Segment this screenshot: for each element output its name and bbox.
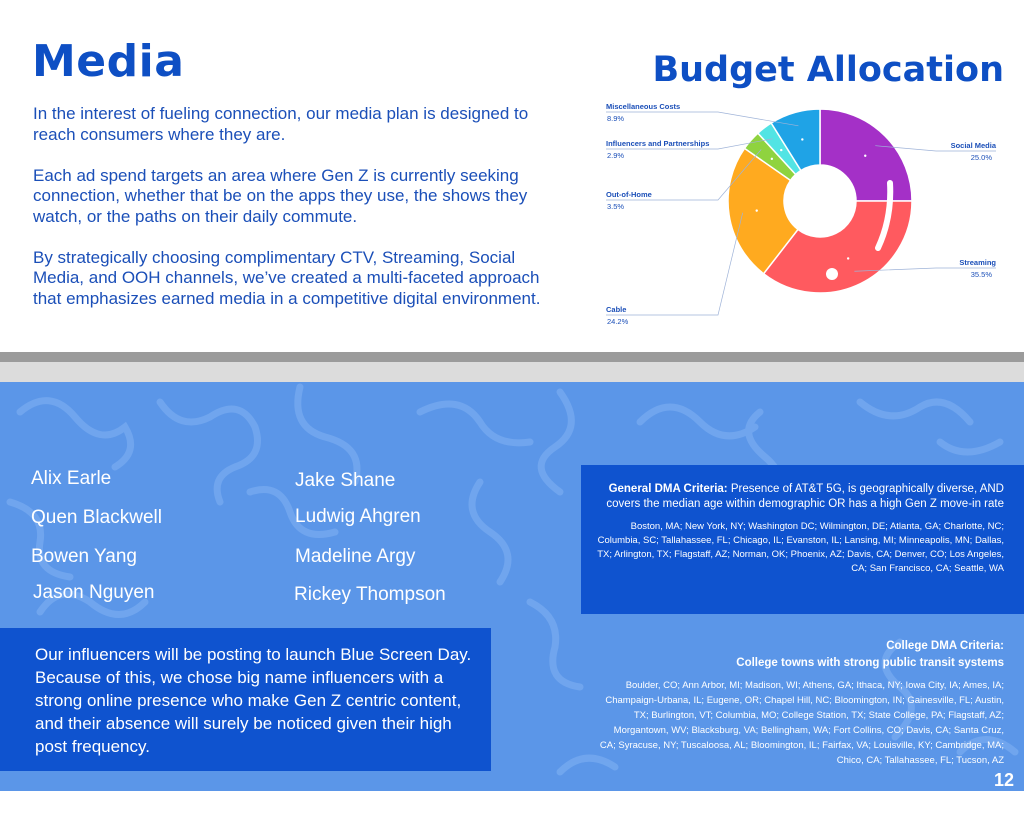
- college-dma-list: Boulder, CO; Ann Arbor, MI; Madison, WI; Athens, GA; Ithaca, NY; Iowa City, IA; Ames, IA; Champaign-Urbana, IL; Eugene, OR; Chapel Hill, NC; Bloomington, IN; Gainesville, FL; Austin, TX; Burlington, VT; Columbia, MO; College Station, TX; State College, PA; Flagstaff, AZ; Morgantown, WV; Blacksburg, VA; Bellingham, WA; Fort Collins, CO; Davis, CA; Santa Cruz, CA; Syracuse, NY; Tuscaloosa, AL; Bloomington, IL; Fairfax, VA; Louisville, KY; Cambridge, MA; Chico, CA; Tallahassee, FL; Tucson, AZ: [599, 680, 1004, 766]
- budget-title: Budget Allocation: [652, 50, 1004, 90]
- chart-slice-label: Social Media: [950, 141, 996, 150]
- chart-leader-line: [606, 213, 743, 315]
- chart-value-label: 35.5%: [970, 270, 992, 279]
- chart-slice-label: Influencers and Partnerships: [606, 139, 710, 148]
- media-title: Media: [32, 36, 185, 87]
- slice-marker-dot: [864, 155, 866, 157]
- chart-slice-label: Miscellaneous Costs: [606, 102, 681, 111]
- slice-marker-dot: [771, 158, 773, 160]
- influencer-name: Jason Nguyen: [33, 582, 155, 603]
- college-dma-label: College DMA Criteria:: [886, 640, 1004, 652]
- media-intro: [33, 104, 553, 330]
- general-dma-list: Boston, MA; New York, NY; Washington DC; Wilmington, DE; Atlanta, GA; Charlotte, NC; Columbia, SC; Tallahassee, FL; Chicago, IL; Evanston, IL; Lansing, MI; Minneapolis, MN; Dallas, TX; Arlington, TX; Flagstaff, AZ; Norman, OK; Phoenix, AZ; Davis, CA; Denver, CO; Los Angeles, CA; San Francisco, CA; Seattle, WA: [597, 521, 1004, 574]
- intro-paragraph: By strategically choosing complimentary CTV, Streaming, Social Media, and OOH channels, we’ve created a multi-faceted approach that emphasizes earned media in a competitive digital environment.: [33, 247, 541, 308]
- slice-marker-dot: [756, 209, 758, 211]
- influencer-name: Rickey Thompson: [294, 584, 446, 605]
- general-dma-text: Presence of AT&T 5G, is geographically diverse, AND covers the median age within demographic OR has a high Gen Z move-in rate: [606, 483, 1004, 510]
- college-dma-box: [581, 628, 1024, 771]
- page-number: 12: [993, 770, 1014, 790]
- budget-donut-chart: [600, 98, 1010, 332]
- slice-marker-dot: [780, 149, 782, 151]
- chart-value-label: 3.5%: [607, 202, 625, 211]
- influencers-description-box: [0, 628, 491, 771]
- chart-slice-label: Cable: [606, 305, 627, 314]
- influencers-title: Influencers: [30, 790, 238, 829]
- chart-value-label: 25.0%: [970, 153, 992, 162]
- locations-title: Locations: [813, 787, 992, 826]
- chart-value-label: 2.9%: [607, 151, 625, 160]
- general-dma-box: [581, 465, 1024, 614]
- chart-value-label: 24.2%: [607, 317, 629, 326]
- general-dma-criteria: [595, 482, 1004, 512]
- section-divider: [0, 352, 1024, 362]
- influencer-name: Jake Shane: [295, 470, 396, 491]
- chart-slice-label: Streaming: [959, 258, 996, 267]
- media-section: [0, 0, 1024, 352]
- chart-highlight-dot: [826, 268, 838, 280]
- college-dma-criteria: College towns with strong public transit systems: [736, 657, 1004, 669]
- influencer-name: Quen Blackwell: [31, 507, 162, 528]
- intro-paragraph: Each ad spend targets an area where Gen Z is currently seeking connection, whether that be on the apps they use, the shows they watch, or the paths on their daily commute.: [33, 165, 528, 226]
- donut-chart-svg: [600, 98, 1010, 332]
- influencers-description: Our influencers will be posting to launch Blue Screen Day. Because of this, we chose big name influencers with a strong online presence who make Gen Z centric content, and their absence will surely be noticed given their high post frequency.: [35, 645, 472, 756]
- influencer-name: Ludwig Ahgren: [295, 506, 421, 527]
- chart-slice-label: Out-of-Home: [606, 190, 652, 199]
- slice-marker-dot: [801, 138, 803, 140]
- slice-marker-dot: [847, 257, 849, 259]
- influencer-name: Alix Earle: [31, 468, 112, 489]
- general-dma-label: General DMA Criteria:: [608, 483, 728, 495]
- section-divider-light: [0, 362, 1024, 382]
- influencer-name: Bowen Yang: [31, 546, 137, 567]
- chart-value-label: 8.9%: [607, 114, 625, 123]
- intro-paragraph: In the interest of fueling connection, our media plan is designed to reach consumers where they are.: [33, 104, 529, 144]
- influencer-name: Madeline Argy: [295, 546, 416, 567]
